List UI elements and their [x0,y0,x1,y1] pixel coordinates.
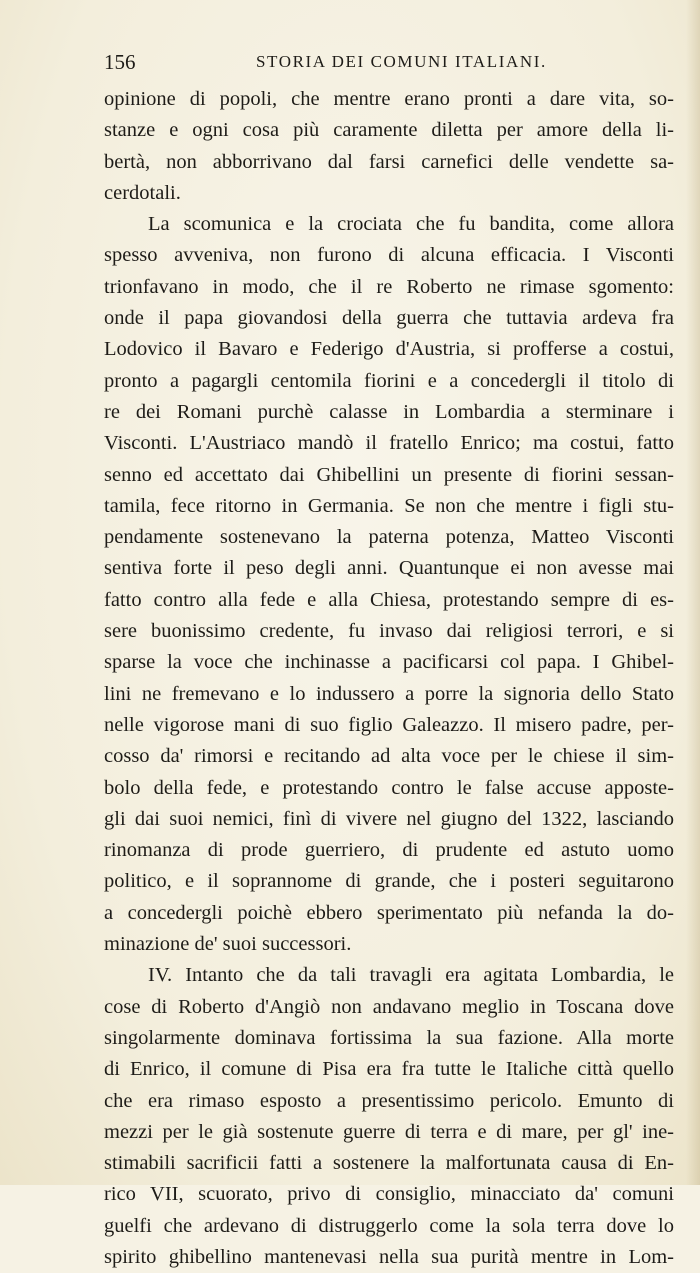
text-line: sparse la voce che inchinasse a pacificarsi col papa. I Ghibel- [104,651,674,674]
running-title: STORIA DEI COMUNI ITALIANI. [256,52,547,71]
text-line: pendamente sostenevano la paterna potenza, Matteo Visconti [104,526,674,549]
text-line: cerdotali. [104,181,181,204]
text-line: tamila, fece ritorno in Germania. Se non che mentre i figli stu- [104,494,674,517]
text-line: senno ed accettato dai Ghibellini un presente di fiorini sessan- [104,463,674,486]
text-line: nelle vigorose mani di suo figlio Galeazzo. Il misero padre, per- [104,713,674,736]
text-line: politico, e il soprannome di grande, che i posteri seguitarono [104,870,674,893]
text-line: minazione de' suoi successori. [104,933,352,956]
text-line: fatto contro alla fede e alla Chiesa, protestando sempre di es- [104,588,674,611]
text-line: rico VII, scuorato, privo di consiglio, minacciato da' comuni [104,1183,674,1206]
body-text [104,84,674,1273]
text-line: singolarmente dominava fortissima la sua fazione. Alla morte [104,1026,674,1049]
text-line: opinione di popoli, che mentre erano pronti a dare vita, so- [104,88,674,110]
text-line: sere buonissimo credente, fu invaso dai religiosi terrori, e si [104,620,674,643]
text-line: Lodovico il Bavaro e Federigo d'Austria, si profferse a costui, [104,338,674,361]
text-line: cose di Roberto d'Angiò non andavano meglio in Toscana dove [104,995,674,1018]
text-line: stimabili sacrificii fatti a sostenere la malfortunata causa di En- [104,1152,674,1175]
paragraph-start-line: La scomunica e la crociata che fu bandita, come allora [148,213,674,236]
text-line: rinomanza di prode guerriero, di prudente ed astuto uomo [104,839,674,862]
text-line: bolo della fede, e protestando contro le false accuse apposte- [104,776,674,799]
paragraph-start-line: IV. Intanto che da tali travagli era agitata Lombardia, le [148,964,674,987]
text-line: lini ne fremevano e lo indussero a porre la signoria dello Stato [104,682,674,705]
text-line: spirito ghibellino mantenevasi nella sua purità mentre in Lom- [104,1245,674,1268]
text-line: onde il papa giovandosi della guerra che tuttavia ardeva fra [104,307,674,330]
text-line: sentiva forte il peso degli anni. Quantunque ei non avesse mai [104,557,674,580]
text-line: gli dai suoi nemici, finì di vivere nel giugno del 1322, lasciando [104,807,674,830]
text-line: trionfavano in modo, che il re Roberto ne rimase sgomento: [104,275,674,298]
text-line: Visconti. L'Austriaco mandò il fratello Enrico; ma costui, fatto [104,432,674,455]
text-line: stanze e ogni cosa più caramente diletta per amore della li- [104,119,674,142]
text-line: re dei Romani purchè calasse in Lombardia a sterminare i [104,400,674,423]
text-line: che era rimaso esposto a presentissimo pericolo. Emunto di [104,1089,674,1112]
text-line: cosso da' rimorsi e recitando ad alta voce per le chiese il sim- [104,745,674,768]
page-header [104,50,672,76]
text-line: bertà, non abborrivano dal farsi carnefici delle vendette sa- [104,150,674,173]
text-line: spesso avveniva, non furono di alcuna efficacia. I Visconti [104,244,674,267]
text-line: pronto a pagargli centomila fiorini e a concedergli il titolo di [104,369,674,392]
text-line: guelfi che ardevano di distruggerlo come la sola terra dove lo [104,1214,674,1237]
text-line: mezzi per le già sostenute guerre di terra e di mare, per gl' ine- [104,1120,674,1143]
page-number: 156 [104,50,136,74]
text-line: a concedergli poichè ebbero sperimentato più nefanda la do- [104,901,674,924]
text-line: di Enrico, il comune di Pisa era fra tutte le Italiche città quello [104,1058,674,1081]
page-edge-shadow [686,0,700,1185]
